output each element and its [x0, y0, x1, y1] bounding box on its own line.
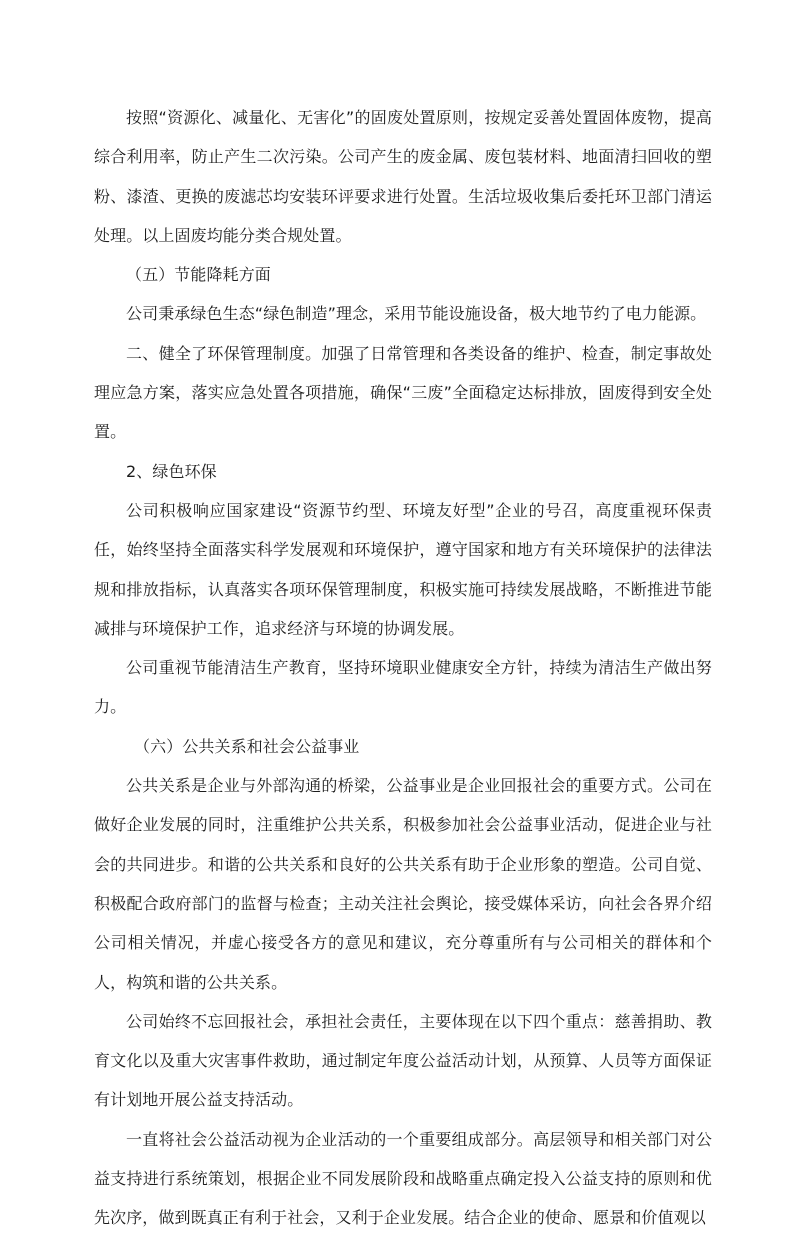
paragraph-green-manufacturing: 公司秉承绿色生态“绿色制造”理念，采用节能设施设备，极大地节约了电力能源。	[126, 304, 707, 324]
paragraph-charity-planning: 一直将社会公益活动视为企业活动的一个重要组成部分。高层领导和相关部门对公益支持进行系统策划，根据企业不同发展阶段和战略重点确定投入公益支持的原则和优先次序，做到既真正有利于社会，又利于企业发展。结合企业的使命、愿景和价值观以	[94, 1129, 712, 1228]
paragraph-social-return: 公司始终不忘回报社会，承担社会责任，主要体现在以下四个重点：慈善捐助、教育文化以及重大灾害事件救助，通过制定年度公益活动计划，从预算、人员等方面保证有计划地开展公益支持活动。	[94, 1011, 712, 1110]
section-heading-energy-saving: （五）节能降耗方面	[126, 265, 271, 285]
paragraph-public-relations: 公共关系是企业与外部沟通的桥梁，公益事业是企业回报社会的重要方式。公司在做好企业发展的同时，注重维护公共关系，积极参加社会公益事业活动，促进企业与社会的共同进步。和谐的公共关系和良好的公共关系有助于企业形象的塑造。公司自觉、积极配合政府部门的监督与检查；主动关注社会舆论，接受媒体采访，向社会各界介绍公司相关情况，并虚心接受各方的意见和建议，充分尊重所有与公司相关的群体和个人，构筑和谐的公共关系。	[94, 776, 712, 992]
paragraph-env-responsibility: 公司积极响应国家建设“资源节约型、环境友好型”企业的号召，高度重视环保责任，始终坚持全面落实科学发展观和环境保护，遵守国家和地方有关环境保护的法律法规和排放指标，认真落实各项环保管理制度，积极实施可持续发展战略，不断推进节能减排与环境保护工作，追求经济与环境的协调发展。	[94, 500, 712, 638]
section-heading-green-env: 2、绿色环保	[126, 461, 217, 481]
paragraph-env-management-system: 二、健全了环保管理制度。加强了日常管理和各类设备的维护、检查，制定事故处理应急方案，落实应急处置各项措施，确保“三废”全面稳定达标排放，固废得到安全处置。	[94, 343, 712, 442]
paragraph-clean-production: 公司重视节能清洁生产教育，坚持环境职业健康安全方针，持续为清洁生产做出努力。	[94, 658, 712, 717]
document-body	[94, 98, 712, 1238]
section-heading-public-relations: （六）公共关系和社会公益事业	[134, 736, 360, 756]
paragraph-solid-waste: 按照“资源化、减量化、无害化”的固废处置原则，按规定妥善处置固体废物，提高综合利用率，防止产生二次污染。公司产生的废金属、废包装材料、地面清扫回收的塑粉、漆渣、更换的废滤芯均安装环评要求进行处置。生活垃圾收集后委托环卫部门清运处理。以上固废均能分类合规处置。	[94, 108, 712, 245]
